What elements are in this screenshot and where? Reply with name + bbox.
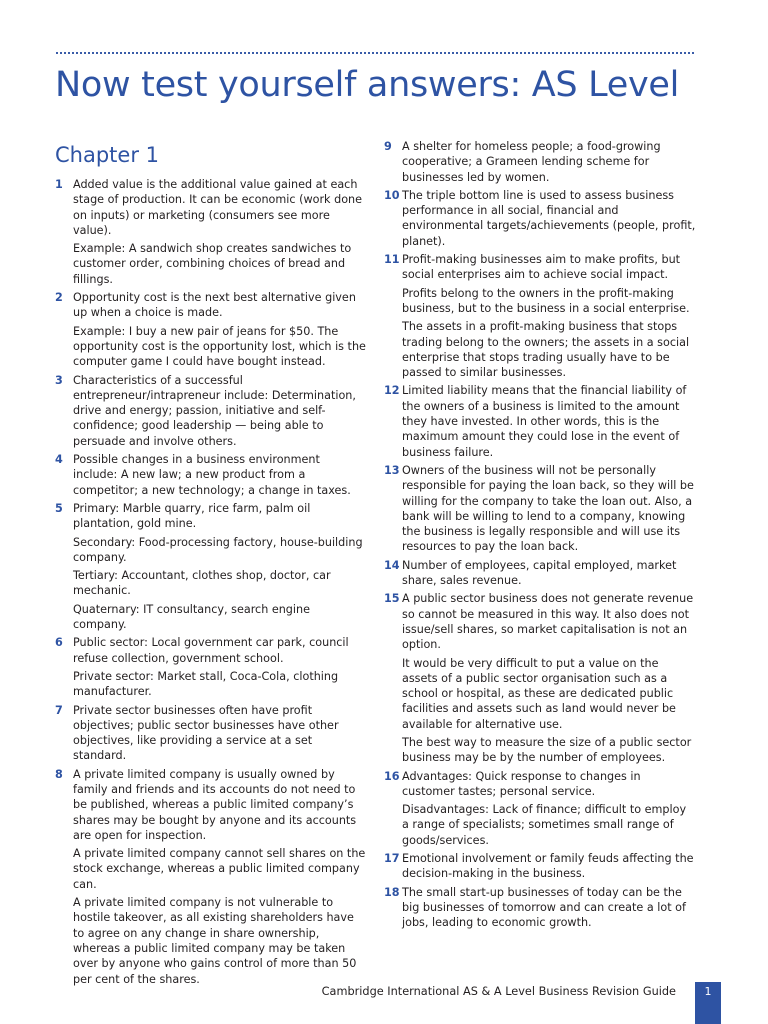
- answer-number: 15: [384, 592, 400, 606]
- answer-paragraph: Profits belong to the owners in the profit-making business, but to the business in a social enterprise.: [402, 286, 690, 315]
- answer-item: [384, 383, 696, 459]
- answer-paragraph: It would be very difficult to put a value on the assets of a public sector organisation such as a school or hospital, as these are dedicated public facilities and assets such as land would never be available for alternative use.: [402, 656, 676, 731]
- answer-item: [384, 591, 696, 765]
- answer-number: 2: [55, 291, 63, 305]
- answer-paragraph: Tertiary: Accountant, clothes shop, doctor, car mechanic.: [73, 569, 331, 598]
- answer-number: 5: [55, 501, 63, 515]
- answer-paragraph: Example: I buy a new pair of jeans for $50. The opportunity cost is the opportunity lost, which is the computer game I could have bought instead.: [73, 324, 366, 369]
- answer-number: 9: [384, 140, 392, 153]
- page-number: 1: [704, 985, 712, 998]
- answer-number: 1: [55, 178, 63, 191]
- answer-paragraph: Advantages: Quick response to changes in customer tastes; personal service.: [402, 769, 641, 798]
- right-column: [384, 139, 696, 934]
- answer-item: [55, 635, 367, 699]
- page-number-tab: [695, 982, 721, 1024]
- answer-paragraph: Characteristics of a successful entrepreneur/intrapreneur include: Determination, drive and energy; passion, initiative and self-confidence; good leadership — being able to persuade and involve others.: [73, 373, 356, 448]
- answer-paragraph: A private limited company cannot sell shares on the stock exchange, whereas a public limited company can.: [73, 847, 366, 891]
- answer-number: 13: [384, 463, 400, 477]
- answer-number: 12: [384, 384, 400, 398]
- answer-paragraph: Owners of the business will not be personally responsible for paying the loan back, so they will be willing for the company to take the loan out. Also, a bank will be willing to lend to a company, knowing the business is legally responsible and will use its resources to pay the loan back.: [402, 463, 694, 554]
- answer-item: [55, 373, 367, 449]
- dotted-divider: [56, 52, 694, 54]
- answer-paragraph: A public sector business does not generate revenue so cannot be measured in this way. It also does not issue/sell shares, so market capitalisation is not an option.: [402, 592, 694, 652]
- footer-book-title: Cambridge International AS & A Level Business Revision Guide: [321, 985, 676, 998]
- answer-number: 14: [384, 558, 400, 572]
- answer-paragraph: Number of employees, capital employed, market share, sales revenue.: [402, 558, 677, 588]
- answer-item: [55, 452, 367, 498]
- answer-paragraph: Private sector: Market stall, Coca-Cola, clothing manufacturer.: [73, 669, 339, 699]
- answer-paragraph: Quaternary: IT consultancy, search engine company.: [73, 602, 310, 632]
- answer-list-right: [384, 139, 696, 931]
- answer-item: [384, 252, 696, 380]
- answer-paragraph: Possible changes in a business environment include: A new law; a new product from a competitor; a new technology; a change in taxes.: [73, 453, 351, 497]
- answer-list-left: [55, 177, 367, 987]
- answer-paragraph: Example: A sandwich shop creates sandwiches to customer order, combining choices of bread and fillings.: [73, 242, 352, 286]
- answer-number: 4: [55, 453, 63, 467]
- answer-item: [55, 501, 367, 632]
- answer-paragraph: The best way to measure the size of a public sector business may be by the number of employees.: [402, 735, 692, 765]
- answer-number: 8: [55, 767, 63, 781]
- answer-item: [384, 139, 696, 185]
- answer-paragraph: The triple bottom line is used to assess business performance in all social, financial and environmental targets/achievements (people, profit, planet).: [402, 188, 696, 248]
- answer-paragraph: Limited liability means that the financial liability of the owners of a business is limited to the amount they have invested. In other words, this is the maximum amount they could lose in the event of business failure.: [402, 384, 687, 459]
- answer-paragraph: Added value is the additional value gained at each stage of production. It can be economic (work done on inputs) or marketing (consumers see more value).: [73, 178, 363, 237]
- chapter-heading: Chapter 1: [55, 143, 159, 167]
- answer-number: 6: [55, 636, 63, 650]
- answer-item: [384, 851, 696, 882]
- answer-paragraph: Primary: Marble quarry, rice farm, palm oil plantation, gold mine.: [73, 501, 311, 531]
- answer-paragraph: The assets in a profit-making business that stops trading belong to the owners; the assets in a social enterprise that stops trading usually have to be passed to similar businesses.: [402, 320, 690, 380]
- left-column: [55, 140, 367, 990]
- answer-paragraph: A private limited company is usually owned by family and friends and its accounts do not need to be published, whereas a public limited company’s shares may be bought by anyone and its accounts are open for inspection.: [73, 767, 357, 842]
- answer-item: [55, 767, 367, 987]
- answer-paragraph: Opportunity cost is the next best alternative given up when a choice is made.: [73, 291, 356, 320]
- answer-paragraph: Emotional involvement or family feuds affecting the decision-making in the business.: [402, 852, 694, 881]
- answer-item: [384, 769, 696, 848]
- answer-item: [384, 188, 696, 249]
- page-title: Now test yourself answers: AS Level: [55, 65, 680, 105]
- answer-paragraph: Profit-making businesses aim to make profits, but social enterprises aim to achieve social impact.: [402, 253, 681, 282]
- answer-item: [55, 177, 367, 287]
- answer-number: 7: [55, 703, 63, 717]
- answer-paragraph: Secondary: Food-processing factory, house-building company.: [73, 535, 363, 564]
- answer-paragraph: A shelter for homeless people; a food-growing cooperative; a Grameen lending scheme for businesses led by women.: [402, 140, 661, 184]
- answer-paragraph: Private sector businesses often have profit objectives; public sector businesses have other objectives, like providing a service at a set standard.: [73, 703, 339, 763]
- answer-number: 18: [384, 885, 400, 899]
- answer-paragraph: The small start-up businesses of today can be the big businesses of tomorrow and can create a lot of jobs, leading to economic growth.: [402, 885, 686, 930]
- answer-number: 11: [384, 253, 400, 267]
- answer-number: 3: [55, 373, 63, 387]
- answer-number: 17: [384, 852, 400, 866]
- answer-item: [384, 558, 696, 589]
- answer-paragraph: Disadvantages: Lack of finance; difficult to employ a range of specialists; sometimes small range of goods/services.: [402, 803, 687, 847]
- answer-item: [384, 463, 696, 555]
- answer-number: 16: [384, 769, 400, 783]
- answer-number: 10: [384, 188, 400, 202]
- answer-item: [384, 885, 696, 931]
- answer-item: [55, 290, 367, 369]
- answer-paragraph: A private limited company is not vulnerable to hostile takeover, as all existing shareholders have to agree on any change in share ownership, whereas a public limited company may be taken over by anyone who gains control of more than 50 per cent of the shares.: [73, 896, 357, 986]
- answer-item: [55, 703, 367, 764]
- answer-paragraph: Public sector: Local government car park, council refuse collection, government school.: [73, 636, 349, 665]
